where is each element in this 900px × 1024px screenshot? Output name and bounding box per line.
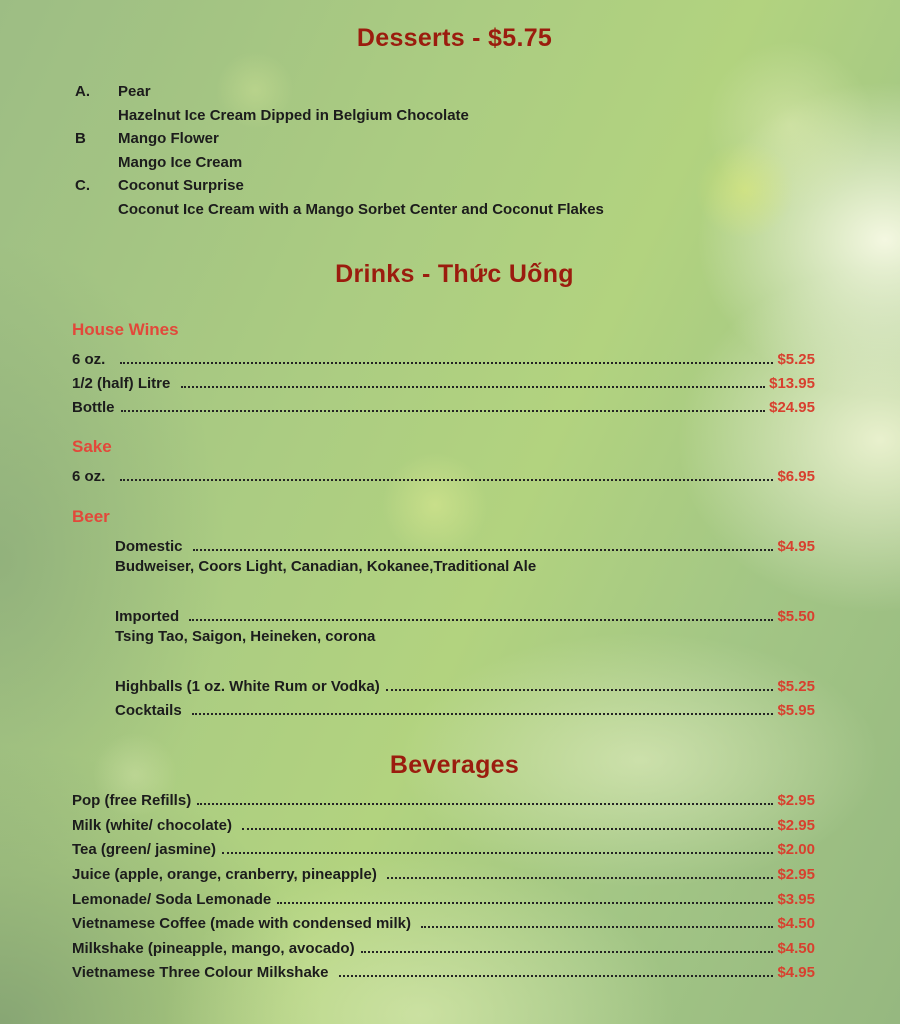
item-price: $5.25 — [777, 677, 815, 695]
menu-row — [72, 461, 815, 485]
section-rows — [72, 461, 815, 485]
item-name: Lemonade/ Soda Lemonade — [72, 890, 272, 908]
dessert-item — [72, 127, 815, 151]
menu-row — [115, 601, 815, 625]
item-name: Cocktails — [115, 701, 186, 719]
dot-leader — [387, 877, 773, 879]
item-name: Tea (green/ jasmine) — [72, 841, 216, 859]
item-price: $5.50 — [777, 607, 815, 625]
dessert-letter-spacer — [72, 151, 118, 175]
menu-row — [72, 809, 815, 834]
dot-leader — [277, 902, 773, 904]
item-price: $24.95 — [769, 398, 815, 416]
dot-leader — [120, 362, 774, 364]
section-beer — [72, 507, 815, 719]
dot-leader — [386, 689, 774, 691]
item-price: $2.95 — [777, 792, 815, 810]
item-price: $2.95 — [777, 816, 815, 834]
section-heading: Sake — [72, 436, 112, 456]
drinks-heading: Drinks - Thức Uống — [335, 259, 574, 288]
dot-leader — [339, 975, 774, 977]
item-name: Domestic — [115, 537, 187, 555]
item-name: 1/2 (half) Litre — [72, 374, 175, 392]
dessert-letter-spacer — [72, 198, 118, 222]
item-name: Vietnamese Three Colour Milkshake — [72, 964, 333, 982]
item-name: 6 oz. — [72, 350, 114, 368]
menu-row — [72, 834, 815, 859]
menu-row — [72, 392, 815, 416]
item-name: Milk (white/ chocolate) — [72, 816, 237, 834]
menu-row — [72, 908, 815, 933]
dot-leader — [361, 951, 774, 953]
dot-leader — [242, 828, 773, 830]
item-price: $5.25 — [777, 350, 815, 368]
menu-row — [115, 531, 815, 555]
item-price: $13.95 — [769, 374, 815, 392]
section-house-wines — [72, 320, 815, 416]
item-price: $6.95 — [777, 467, 815, 485]
beverages-heading: Beverages — [389, 750, 520, 779]
item-name: Imported — [115, 607, 184, 625]
dot-leader — [181, 386, 766, 388]
item-price: $4.95 — [777, 964, 815, 982]
item-price: $3.95 — [777, 890, 815, 908]
item-price: $4.50 — [777, 939, 815, 957]
menu-row — [115, 671, 815, 695]
item-price: $4.50 — [777, 915, 815, 933]
menu-row — [72, 344, 815, 368]
dot-leader — [193, 549, 774, 551]
item-name: Milkshake (pineapple, mango, avocado) — [72, 939, 355, 957]
dessert-item-description-line — [72, 104, 815, 128]
desserts-list — [72, 80, 815, 222]
dessert-item-letter: C. — [75, 177, 90, 195]
dessert-item — [72, 174, 815, 198]
item-price: $2.00 — [777, 841, 815, 859]
item-name: Highballs (1 oz. White Rum or Vodka) — [115, 677, 380, 695]
item-note: Budweiser, Coors Light, Canadian, Kokanee,Traditional Ale — [115, 557, 537, 575]
menu-row — [72, 368, 815, 392]
menu-row — [115, 695, 815, 719]
dessert-item-letter: A. — [75, 83, 90, 100]
dot-leader — [189, 619, 773, 621]
menu-row — [72, 957, 815, 982]
section-heading: Beer — [72, 506, 110, 526]
menu-row — [72, 932, 815, 957]
menu-row — [72, 858, 815, 883]
dot-leader — [222, 852, 774, 854]
item-name: Bottle — [72, 398, 115, 416]
dot-leader — [120, 479, 774, 481]
dessert-item-letter: B — [75, 130, 86, 148]
spacer — [72, 579, 815, 601]
dessert-item-description-line — [72, 151, 815, 175]
item-price: $5.95 — [777, 701, 815, 719]
dessert-item-name: Coconut Surprise — [118, 177, 244, 195]
beverages-list — [72, 785, 815, 982]
item-name: 6 oz. — [72, 467, 114, 485]
menu-row — [72, 785, 815, 810]
dessert-item-description: Mango Ice Cream — [118, 153, 243, 171]
menu-row — [72, 883, 815, 908]
item-price: $2.95 — [777, 865, 815, 883]
dot-leader — [121, 410, 766, 412]
desserts-heading: Desserts - $5.75 — [356, 24, 553, 52]
section-rows — [72, 531, 815, 719]
dessert-item-name: Pear — [118, 83, 151, 100]
spacer — [72, 649, 815, 671]
item-name: Vietnamese Coffee (made with condensed milk) — [72, 915, 416, 933]
section-rows — [72, 344, 815, 416]
dot-leader — [197, 803, 773, 805]
dot-leader — [192, 713, 774, 715]
dessert-item-description: Coconut Ice Cream with a Mango Sorbet Center and Coconut Flakes — [118, 200, 604, 218]
section-sake — [72, 437, 815, 485]
item-note: Tsing Tao, Saigon, Heineken, corona — [115, 627, 376, 645]
dessert-item — [72, 80, 815, 104]
item-price: $4.95 — [777, 537, 815, 555]
dessert-item-description: Hazelnut Ice Cream Dipped in Belgium Chocolate — [118, 106, 469, 124]
section-heading: House Wines — [72, 319, 179, 339]
dessert-item-name: Mango Flower — [118, 130, 219, 148]
dessert-item-description-line — [72, 198, 815, 222]
dessert-letter-spacer — [72, 104, 118, 128]
item-name: Pop (free Refills) — [72, 792, 192, 810]
dot-leader — [421, 926, 773, 928]
item-name: Juice (apple, orange, cranberry, pineapple) — [72, 865, 381, 883]
